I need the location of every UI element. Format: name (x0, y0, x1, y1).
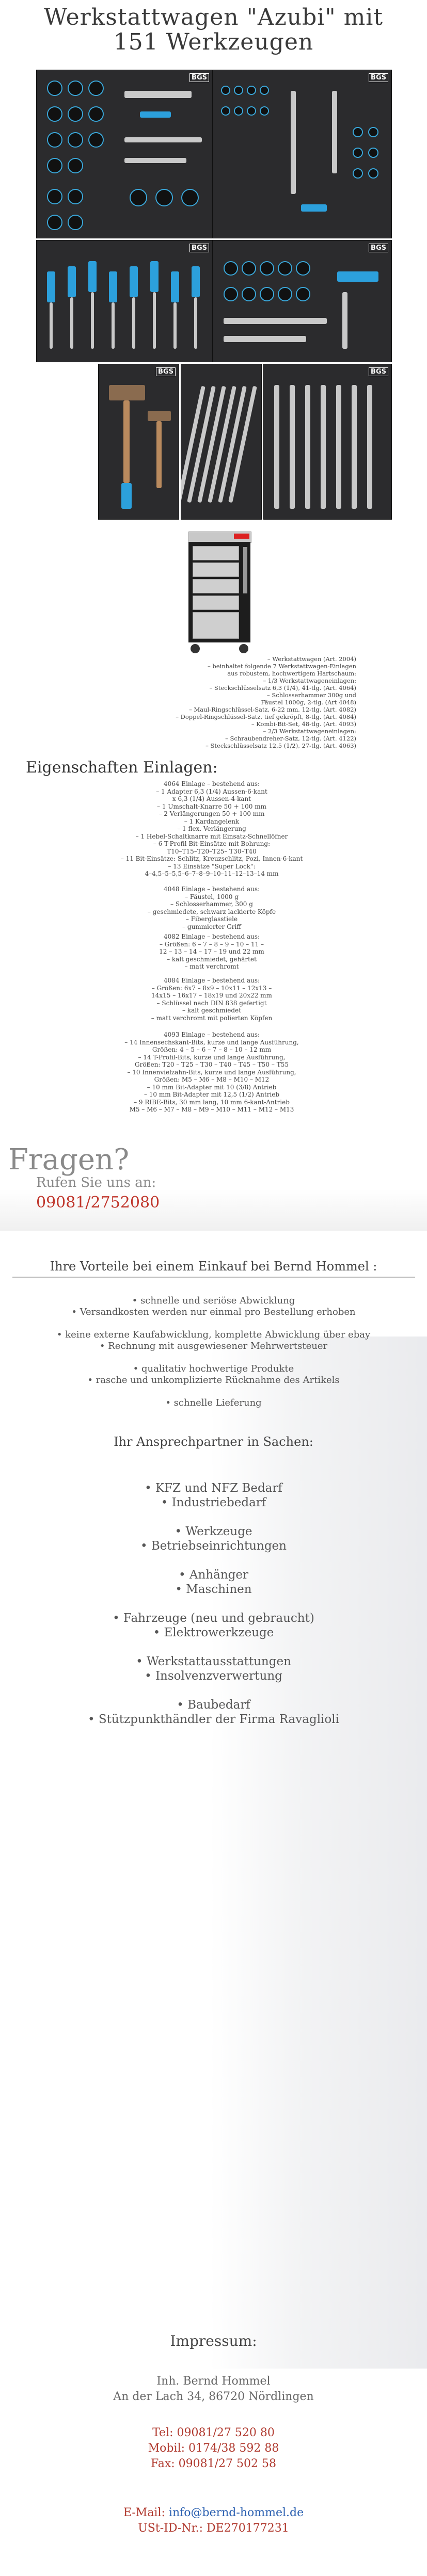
email-label: E-Mail: (123, 2506, 169, 2519)
advantage-item: • keine externe Kaufabwicklung, komplette Abwicklung über ebay (56, 1329, 371, 1340)
title-line-2: 151 Werkzeugen (113, 29, 314, 55)
tray-image-socket-set-half-inch (213, 240, 392, 362)
impressum-email-row (0, 2505, 427, 2536)
partner-item (0, 1553, 427, 1568)
email-link[interactable]: info@bernd-hommel.de (168, 2506, 304, 2519)
impressum-mobil: Mobil: 0174/38 592 88 (148, 2442, 279, 2455)
impressum-heading: Impressum: (170, 2332, 257, 2349)
tray-logo: BGS (369, 73, 388, 82)
contents-list: – Werkstattwagen (Art. 2004) – beinhaltet folgende 7 Werkstattwagen-Einlagen aus robustem, hochwertigem Hartschaum: – 1/3 Werkstattwageneinlagen: – Steckschlüsselsatz 6,3 (1/4), 41-tlg. (Art. 4064) – Schlosserhammer 300g und Fäustel 1000g, 2-tlg. (Art 4048) – Maul-Ringschlüssel-Satz, 6-22 mm, 12-tlg. (Art. 4082) – Doppel-Ringschlüssel-Satz, tief gekröpft, 8-tlg. (Art. 4084) – Kombi-Bit-Set, 48-tlg. (Art. 4093) – 2/3 Werkstattwageneinlagen: – Schraubendreher-Satz, 12-tlg. (Art. 4122) – Steckschlüsselsatz 12,5 (1/2), 27-tlg. (Art. 4063) (176, 655, 356, 749)
partner-item (0, 1597, 427, 1611)
partner-item: • Elektrowerkzeuge (153, 1626, 274, 1639)
tool-cabinet-image (183, 532, 256, 655)
partner-item: • Stützpunkthändler der Firma Ravaglioli (88, 1713, 339, 1726)
tray-logo: BGS (369, 367, 388, 376)
partner-item (0, 1510, 427, 1524)
advantage-item (0, 1352, 427, 1363)
advantage-item (0, 1386, 427, 1397)
partner-item: • Baubedarf (177, 1698, 250, 1712)
advantages-divider (12, 1277, 415, 1278)
impressum-owner: Inh. Bernd Hommel (156, 2375, 271, 2388)
insert-4048-description: 4048 Einlage – bestehend aus: – Fäustel, 1000 g – Schlosserhammer, 300 g – geschmiedete, schwarz lackierte Köpfe – Fiberglasstiele – gummierter Griff (147, 886, 276, 930)
advantage-item: • schnelle Lieferung (165, 1397, 262, 1408)
eigenschaften-heading: Eigenschaften Einlagen: (26, 759, 218, 777)
tray-logo: BGS (156, 367, 176, 376)
partner-item (0, 1640, 427, 1654)
insert-4084-description: 4084 Einlage – bestehend aus: – Größen: 6x7 – 8x9 – 10x11 – 12x13 – 14x15 – 16x17 – 18x19 und 20x22 mm – Schlüssel nach DIN 838 gefertigt – kalt geschmiedet – matt verchromt mit polierten Köpfen (151, 977, 273, 1022)
tray-logo: BGS (189, 244, 209, 252)
insert-4122-description-visible (62, 1111, 361, 1112)
impressum-street: An der Lach 34, 86720 Nördlingen (113, 2390, 314, 2403)
questions-subtitle: Rufen Sie uns an: (36, 1175, 156, 1190)
partner-item: • Werkzeuge (175, 1525, 252, 1538)
advantage-item: • Versandkosten werden nur einmal pro Bestellung erhoben (71, 1307, 356, 1317)
partner-item: • Betriebseinrichtungen (140, 1539, 287, 1553)
advantages-heading: Ihre Vorteile bei einem Einkauf bei Bernd Hommel : (50, 1259, 377, 1274)
impressum-ust: USt-ID-Nr.: DE270177231 (138, 2522, 289, 2535)
questions-banner (0, 1139, 427, 1231)
tray-image-bit-set (213, 70, 392, 238)
partner-item: • Werkstattausstattungen (136, 1655, 291, 1668)
partner-item: • Fahrzeuge (neu und gebraucht) (113, 1612, 314, 1625)
tray-logo: BGS (369, 244, 388, 252)
partner-item: • Anhänger (179, 1568, 248, 1582)
advantage-item: • rasche und unkomplizierte Rücknahme des Artikels (87, 1375, 340, 1386)
advantages-list (0, 1295, 427, 1409)
advantages-section (0, 1259, 427, 1278)
impressum-address (0, 2374, 427, 2405)
tray-image-hammer-set (98, 364, 179, 520)
partner-heading: Ihr Ansprechpartner in Sachen: (114, 1435, 313, 1449)
partner-item (0, 1683, 427, 1698)
advantage-item: • schnelle und seriöse Abwicklung (132, 1295, 295, 1306)
questions-title: Fragen? (8, 1143, 130, 1177)
tray-image-ring-spanner-set (263, 364, 392, 520)
impressum-fax: Fax: 09081/27 502 58 (150, 2457, 277, 2470)
insert-4093-description: 4093 Einlage – bestehend aus: – 14 Innensechskant-Bits, kurze und lange Ausführung, Größen: 4 – 5 – 6 – 7 – 8 – 10 – 12 mm – 14 T-Profil-Bits, kurze und lange Ausführung, Größen: T20 – T25 – T30 – T40 – T45 – T50 – T55 – 10 Innenvielzahn-Bits, kurze und lange Ausführung, Größen: M5 – M6 – M8 – M10 – M12 – 10 mm Bit-Adapter mit 10 (3/8) Antrieb – 10 mm Bit-Adapter mit 12,5 (1/2) Antrieb – 9 RIBE-Bits, 30 mm lang, 10 mm 6-kant-Antrieb M5 – M6 – M7 – M8 – M9 – M10 – M11 – M12 – M13 (124, 1031, 299, 1113)
advantage-item (0, 1318, 427, 1329)
tray-image-screwdriver-set (36, 240, 213, 362)
partner-item: • Insolvenzverwertung (145, 1669, 282, 1683)
tray-image-wrench-set (181, 364, 262, 520)
partner-item: • KFZ und NFZ Bedarf (145, 1482, 282, 1495)
tray-logo: BGS (189, 73, 209, 82)
advantage-item: • Rechnung mit ausgewiesener Mehrwertsteuer (99, 1341, 328, 1351)
tray-image-socket-set (36, 70, 213, 238)
partner-item: • Maschinen (175, 1583, 252, 1596)
partner-item: • Industriebedarf (161, 1496, 266, 1509)
title-line-1: Werkstattwagen "Azubi" mit (43, 4, 384, 30)
partner-list (0, 1481, 427, 1727)
insert-4082-description: 4082 Einlage – bestehend aus: – Größen: 6 – 7 – 8 – 9 – 10 – 11 – 12 – 13 – 14 – 17 – 19 und 22 mm – kalt geschmiedet, gehärtet – matt verchromt (159, 933, 264, 970)
advantage-item: • qualitativ hochwertige Produkte (133, 1363, 294, 1374)
insert-4064-description: 4064 Einlage – bestehend aus: – 1 Adapter 6,3 (1/4) Aussen-6-kant x 6,3 (1/4) Aussen-4-kant – 1 Umschalt-Knarre 50 + 100 mm – 2 Verlängerungen 50 + 100 mm – 1 Kardangelenk – 1 flex. Verlängerung – 1 Hebel-Schaltknarre mit Einsatz-Schnellöfner – 6 T-Profil Bit-Einsätze mit Bohrung: T10–T15–T20–T25– T30–T40 – 11 Bit-Einsätze: Schlitz, Kreuzschlitz, Pozi, Innen-6-kant – 13 Einsätze "Super Lock": 4–4,5–5–5,5–6–7–8–9–10–11–12–13–14 mm (120, 780, 303, 877)
questions-phone[interactable]: 09081/2752080 (36, 1194, 160, 1212)
impressum-tel: Tel: 09081/27 520 80 (152, 2426, 275, 2439)
page-title (0, 5, 427, 55)
impressum-contact (0, 2425, 427, 2472)
